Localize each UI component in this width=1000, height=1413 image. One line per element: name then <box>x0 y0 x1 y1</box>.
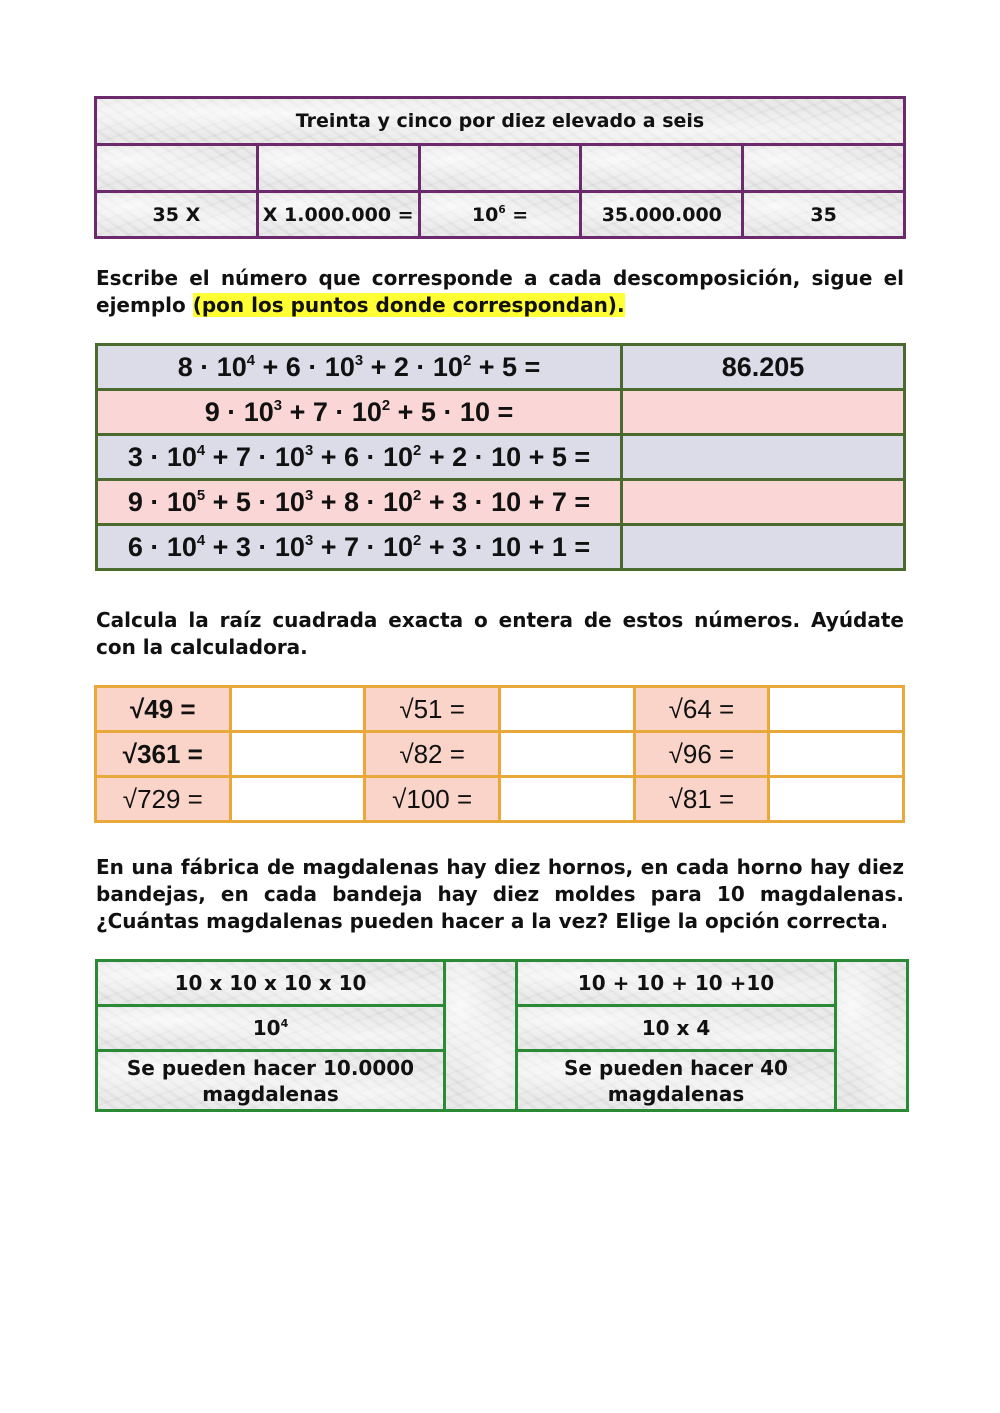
instruction-square-root: Calcula la raíz cuadrada exacta o entera de estos números. Ayúdate con la calculadora. <box>96 608 904 659</box>
root-answer-cell[interactable] <box>230 732 365 777</box>
power-base: 10 <box>471 203 499 226</box>
instruction-decomposition <box>96 265 904 319</box>
answer-cell[interactable] <box>622 480 905 525</box>
root-answer-cell[interactable] <box>230 687 365 732</box>
option-right-checkbox[interactable] <box>836 961 908 1111</box>
square-root-table <box>94 685 905 823</box>
root-question: √49 = <box>96 687 231 732</box>
value-cell[interactable]: X 1.000.000 = <box>257 192 419 238</box>
answer-cell[interactable]: 86.205 <box>622 345 905 390</box>
blank-cell[interactable] <box>743 145 905 192</box>
root-question: √64 = <box>634 687 769 732</box>
power-table <box>94 96 906 239</box>
root-answer-cell[interactable] <box>769 777 904 822</box>
root-question: √729 = <box>96 777 231 822</box>
decomposition-expression: $9 \cdot 10^5 + 5 \cdot 10^3 + 8 \cdot 10^2 + 3 \cdot 10 + 7$ = <box>97 480 622 525</box>
cupcake-options-table <box>95 959 909 1112</box>
value-cell[interactable] <box>419 192 581 238</box>
option-left-expression: 10 x 10 x 10 x 10 <box>97 961 445 1006</box>
instruction-cupcakes: En una fábrica de magdalenas hay diez hornos, en cada horno hay diez bandejas, en cada bandeja hay diez moldes para 10 magdalenas. ¿Cuántas magdalenas pueden hacer a la vez? Elige la opción correcta. <box>96 855 904 933</box>
decomposition-expression: $6 \cdot 10^4 + 3 \cdot 10^3 + 7 \cdot 10^2 + 3 \cdot 10 + 1$ = <box>97 525 622 570</box>
root-answer-cell[interactable] <box>499 687 634 732</box>
value-cell[interactable]: 35 <box>743 192 905 238</box>
option-left-result: Se pueden hacer 10.0000 magdalenas <box>97 1051 445 1111</box>
decomposition-expression: $3 \cdot 10^4 + 7 \cdot 10^3 + 6 \cdot 10^2 + 2 \cdot 10 + 5$ = <box>97 435 622 480</box>
root-question: √81 = <box>634 777 769 822</box>
power-exponent: 6 <box>498 203 506 216</box>
root-question: √361 = <box>96 732 231 777</box>
instruction-text: Escribe el número que corresponde a cada descomposición, sigue el ejemplo <box>96 266 904 317</box>
option-right-product: 10 x 4 <box>517 1006 836 1051</box>
option-left-checkbox[interactable] <box>445 961 517 1111</box>
option-left-power: $10^4$ <box>97 1006 445 1051</box>
blank-cell[interactable] <box>96 145 258 192</box>
value-cell[interactable]: 35 X <box>96 192 258 238</box>
option-right-expression: 10 + 10 + 10 +10 <box>517 961 836 1006</box>
root-question: √100 = <box>365 777 500 822</box>
power-table-title: Treinta y cinco por diez elevado a seis <box>96 98 905 145</box>
value-cell[interactable]: 35.000.000 <box>581 192 743 238</box>
blank-cell[interactable] <box>419 145 581 192</box>
blank-cell[interactable] <box>257 145 419 192</box>
root-answer-cell[interactable] <box>230 777 365 822</box>
root-question: √96 = <box>634 732 769 777</box>
decomposition-expression: $8 \cdot 10^4 + 6 \cdot 10^3 + 2 \cdot 10^2 + 5$ = <box>97 345 622 390</box>
decomposition-table <box>95 343 906 571</box>
decomposition-expression: $9 \cdot 10^3 + 7 \cdot 10^2 + 5 \cdot 10$ = <box>97 390 622 435</box>
root-answer-cell[interactable] <box>769 732 904 777</box>
root-question: √82 = <box>365 732 500 777</box>
answer-cell[interactable] <box>622 435 905 480</box>
instruction-highlight: (pon los puntos donde correspondan). <box>192 293 625 317</box>
answer-cell[interactable] <box>622 390 905 435</box>
root-answer-cell[interactable] <box>499 777 634 822</box>
option-right-result: Se pueden hacer 40 magdalenas <box>517 1051 836 1111</box>
root-answer-cell[interactable] <box>769 687 904 732</box>
root-question: √51 = <box>365 687 500 732</box>
answer-cell[interactable] <box>622 525 905 570</box>
root-answer-cell[interactable] <box>499 732 634 777</box>
equals-sign: = <box>505 203 529 226</box>
blank-cell[interactable] <box>581 145 743 192</box>
